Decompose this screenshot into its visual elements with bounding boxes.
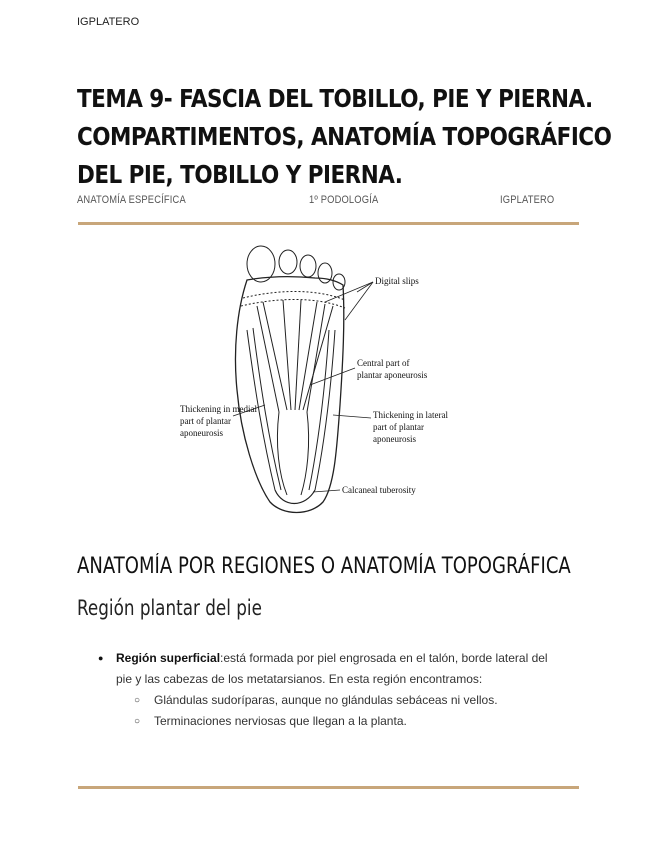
- bullet-dot-icon: ●: [98, 653, 104, 663]
- circle-bullet-icon: ○: [134, 716, 141, 727]
- label-lateral-1: Thickening in lateral: [373, 410, 448, 420]
- bottom-divider: [78, 786, 579, 789]
- label-central-1: Central part of: [357, 358, 410, 368]
- header-author: IGPLATERO: [77, 16, 140, 28]
- subject-label: ANATOMÍA ESPECÍFICA: [77, 194, 186, 206]
- sub-list-item: [96, 711, 576, 732]
- circle-bullet-icon: ○: [134, 695, 141, 706]
- title-line-3: DEL PIE, TOBILLO Y PIERNA.: [77, 160, 403, 189]
- section-subheading: Región plantar del pie: [77, 596, 262, 620]
- plantar-aponeurosis-figure: [175, 240, 475, 520]
- bullet-text-line-2: pie y las cabezas de los metatarsianos. En esta región encontramos:: [116, 672, 483, 686]
- label-central-2: plantar aponeurosis: [357, 370, 428, 380]
- label-medial-3: aponeurosis: [180, 428, 223, 438]
- label-lateral-2: part of plantar: [373, 422, 424, 432]
- bullet-item: [96, 648, 576, 690]
- label-medial-1: Thickening in medial: [180, 404, 257, 414]
- sub-item-text: Glándulas sudoríparas, aunque no glándulas sebáceas ni vellos.: [154, 693, 498, 707]
- sub-list-item: [96, 690, 576, 711]
- label-digital-slips: Digital slips: [375, 276, 419, 286]
- sub-item-text: Terminaciones nerviosas que llegan a la planta.: [154, 714, 407, 728]
- foot-illustration: [235, 246, 345, 513]
- bullet-bold-term: Región superficial: [116, 651, 221, 665]
- section-heading: ANATOMÍA POR REGIONES O ANATOMÍA TOPOGRÁFICA: [77, 554, 571, 579]
- title-line-1: TEMA 9- FASCIA DEL TOBILLO, PIE Y PIERNA.: [77, 84, 593, 113]
- top-divider: [78, 222, 579, 225]
- subheader-author: IGPLATERO: [500, 194, 555, 206]
- label-lateral-3: aponeurosis: [373, 434, 416, 444]
- page-title: [77, 80, 612, 194]
- title-line-2: COMPARTIMENTOS, ANATOMÍA TOPOGRÁFICO: [77, 122, 612, 151]
- course-label: 1º PODOLOGÍA: [309, 194, 379, 206]
- label-medial-2: part of plantar: [180, 416, 231, 426]
- bullet-text-line-1: :está formada por piel engrosada en el talón, borde lateral del: [220, 651, 548, 665]
- section-content: [96, 648, 576, 732]
- label-calcaneal: Calcaneal tuberosity: [342, 485, 416, 495]
